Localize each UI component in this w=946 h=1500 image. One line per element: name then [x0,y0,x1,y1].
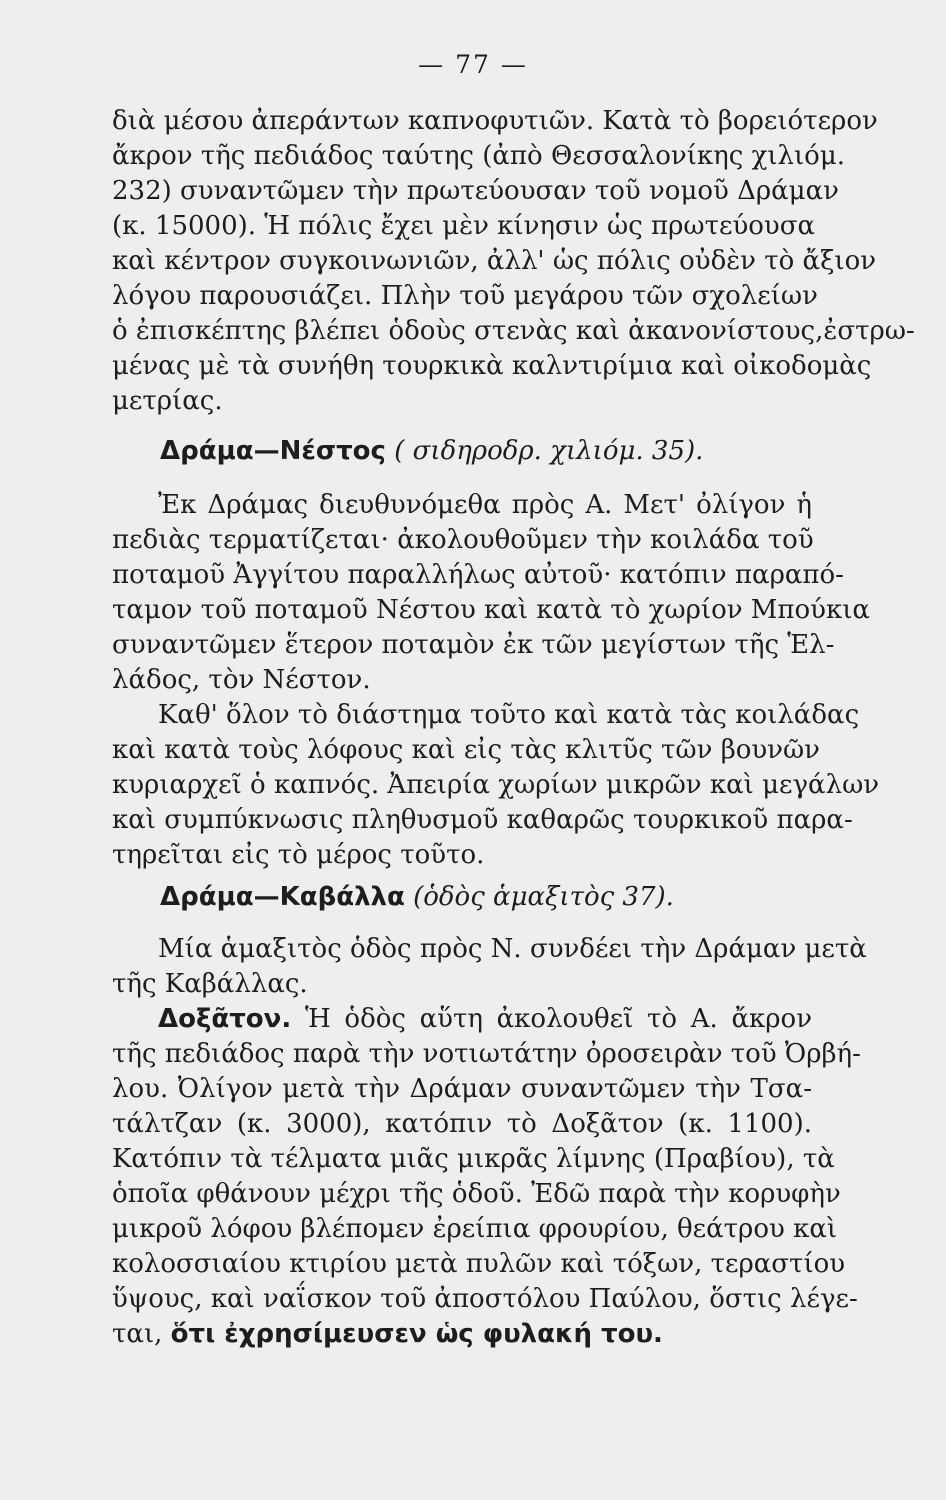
section-heading-drama-nestos [160,436,703,466]
paragraph-doxaton [112,1002,861,1352]
heading-subtitle: (ὁδὸς ἁμαξιτὸς 37). [413,882,674,912]
text-line: Κατόπιν τὰ τέλματα μιᾶς μικρᾶς λίμνης (Πραβίου), τὰ [112,1144,835,1174]
text-line: πεδιὰς τερματίζεται· ἀκολουθοῦμεν τὴν κοιλάδα τοῦ [112,525,814,555]
text-line: τῆς πεδιάδος παρὰ τὴν νοτιωτάτην ὀροσειρὰν τοῦ Ὀρβή- [112,1039,861,1069]
text-line: λου. Ὀλίγον μετὰ τὴν Δράμαν συναντῶμεν τὴν Τσα- [112,1074,812,1104]
paragraph-road-kavalla [112,932,867,1002]
text-line [112,1317,812,1352]
text-line: Ἐκ Δράμας διευθυνόμεθα πρὸς Α. Μετ' ὀλίγον ἡ [158,490,812,520]
paragraph-tobacco [112,698,880,873]
paragraph-route-nestos [112,488,870,698]
text-line: κυριαρχεῖ ὁ καπνός. Ἀπειρία χωρίων μικρῶν καὶ μεγάλων [112,770,880,800]
text-line: κολοσσιαίου κτιρίου μετὰ πυλῶν καὶ τόξων, τεραστίου [112,1249,846,1279]
heading-title: Δράμα—Νέστος [160,436,386,466]
text-line: τηρεῖται εἰς τὸ μέρος τοῦτο. [112,840,485,870]
text-line: ὁ ἐπισκέπτης βλέπει ὁδοὺς στενὰς καὶ ἀκανονίστους,ἐστρω- [112,316,915,346]
text-fragment: Ἡ ὁδὸς αὕτη ἀκολουθεῖ τὸ Α. ἄκρον [304,1004,813,1034]
text-line: ποταμοῦ Ἀγγίτου παραλλήλως αὐτοῦ· κατόπιν παραπό- [112,560,844,590]
text-line: τάλτζαν (κ. 3000), κατόπιν τὸ Δοξᾶτον (κ. 1100). [112,1109,812,1139]
text-line: συναντῶμεν ἕτερον ποταμὸν ἐκ τῶν μεγίστων τῆς Ἑλ- [112,630,835,660]
text-line: ταμον τοῦ ποταμοῦ Νέστου καὶ κατὰ τὸ χωρίον Μπούκια [112,595,870,625]
text-line: τῆς Καβάλλας. [112,969,308,999]
text-line: Μία ἁμαξιτὸς ὁδὸς πρὸς Ν. συνδέει τὴν Δράμαν μετὰ [158,934,867,964]
text-line: λόγου παρουσιάζει. Πλὴν τοῦ μεγάρου τῶν σχολείων [112,281,818,311]
text-line: ὁποῖα φθάνουν μέχρι τῆς ὁδοῦ. Ἐδῶ παρὰ τὴν κορυφὴν [112,1179,841,1209]
heading-title: Δράμα—Καβάλλα [160,882,405,912]
text-line: μικροῦ λόφου βλέπομεν ἐρείπια φρουρίου, θεάτρου καὶ [112,1214,838,1244]
text-line: καὶ κατὰ τοὺς λόφους καὶ εἰς τὰς κλιτῦς τῶν βουνῶν [112,735,820,765]
text-line [112,1002,812,1037]
text-fragment: ται, [112,1319,163,1349]
heading-subtitle: ( σιδηροδρ. χιλιόμ. 35). [394,436,704,466]
text-line: ἄκρον τῆς πεδιάδος ταύτης (ἀπὸ Θεσσαλονίκης χιλιόμ. [112,141,846,171]
section-heading-drama-kavalla [160,882,674,912]
text-line: ὕψους, καὶ ναΐσκον τοῦ ἀποστόλου Παύλου, ὅστις λέγε- [112,1284,858,1314]
text-line: λάδος, τὸν Νέστον. [112,665,371,695]
emphasized-text: ὅτι ἐχρησίμευσεν ὡς φυλακή του. [170,1319,663,1349]
text-line: 232) συναντῶμεν τὴν πρωτεύουσαν τοῦ νομοῦ Δράμαν [112,176,839,206]
text-line: (κ. 15000). Ἡ πόλις ἔχει μὲν κίνησιν ὡς πρωτεύουσα [112,211,816,241]
text-line: μετρίας. [112,386,223,416]
text-line: διὰ μέσου ἀπεράντων καπνοφυτιῶν. Κατὰ τὸ βορειότερον [112,106,878,136]
page-number: — 77 — [418,50,528,79]
place-name-doxaton: Δοξᾶτον. [158,1004,292,1034]
text-line: μένας μὲ τὰ συνήθη τουρκικὰ καλντιρίμια καὶ οἰκοδομὰς [112,351,872,381]
text-line: καὶ συμπύκνωσις πληθυσμοῦ καθαρῶς τουρκικοῦ παρα- [112,805,853,835]
text-line: Καθ' ὅλον τὸ διάστημα τοῦτο καὶ κατὰ τὰς κοιλάδας [158,700,860,730]
text-line: καὶ κέντρον συγκοινωνιῶν, ἀλλ' ὡς πόλις οὐδὲν τὸ ἄξιον [112,246,877,276]
paragraph-drama-description [112,104,915,419]
